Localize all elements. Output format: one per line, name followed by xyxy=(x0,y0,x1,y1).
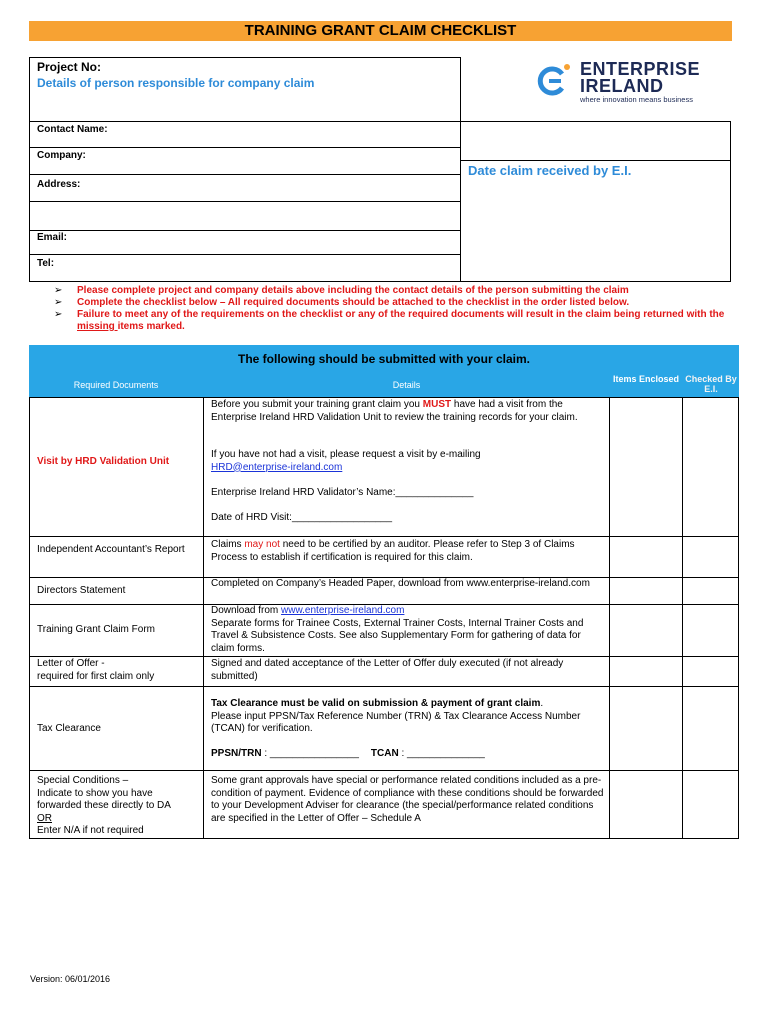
items-enclosed-hrd[interactable] xyxy=(610,398,682,536)
row-directors-label: Directors Statement xyxy=(37,585,126,596)
row-accountant-label: Independent Accountant’s Report xyxy=(37,544,185,555)
row-accountant-may-not: may not xyxy=(244,539,280,550)
logo-name-line1: ENTERPRISE xyxy=(580,59,701,79)
tel-field[interactable] xyxy=(29,254,461,282)
logo-tagline: where innovation means business xyxy=(580,95,693,104)
col-divider xyxy=(203,397,204,839)
row-hrd-p2-text: If you have not had a visit, please request a visit by e-mailing xyxy=(211,449,481,460)
row-hrd-p1 xyxy=(211,399,604,424)
project-no-label: Project No: xyxy=(37,60,102,74)
table-banner: The following should be submitted with your claim. xyxy=(237,352,530,366)
col-header-required: Required Documents xyxy=(73,380,159,390)
row-form-post: Separate forms for Trainee Costs, External Trainer Costs, Internal Trainer Costs and Travel & Subsistence Costs. See also Supplementary Form for gathering of data for claim forms. xyxy=(211,617,584,654)
email-field[interactable] xyxy=(29,230,461,255)
row-hrd-p1-text: Before you submit your training grant claim you xyxy=(211,399,423,410)
row-tax-body: Please input PPSN/Tax Reference Number (TRN) & Tax Clearance Access Number (TCAN) for verification. xyxy=(211,710,581,734)
row-hrd-must: MUST xyxy=(422,399,452,410)
row-divider xyxy=(29,536,739,537)
row-special-label-2: Indicate to show you have forwarded these directly to DA xyxy=(37,787,171,811)
address-divider xyxy=(29,201,461,202)
logo-mark-icon xyxy=(536,62,572,98)
bullet-2: Complete the checklist below – All required documents should be attached to the checklist in the order listed below. xyxy=(77,297,630,308)
row-hrd-p2 xyxy=(211,449,604,474)
row-hrd-p3: Enterprise Ireland HRD Validator’s Name:______________ xyxy=(211,487,474,498)
row-form-pre: Download from xyxy=(211,605,282,616)
page-title: TRAINING GRANT CLAIM CHECKLIST xyxy=(29,21,732,41)
company-label: Company: xyxy=(37,150,86,161)
bullet-3 xyxy=(77,309,737,333)
row-accountant-post: need to be certified by an auditor. Please refer to Step 3 of Claims Process to establish if certification is required for this claim. xyxy=(211,539,575,563)
bullet-arrow-icon: ➢ xyxy=(54,309,63,320)
col-header-checked: Checked By E.I. xyxy=(685,374,737,394)
email-label: Email: xyxy=(37,232,68,243)
row-special-label-3: Enter N/A if not required xyxy=(37,825,144,836)
row-offer-text: Signed and dated acceptance of the Letter of Offer duly executed (if not already submitted) xyxy=(211,658,564,682)
row-offer-label-2: required for first claim only xyxy=(37,670,155,682)
bullet-1: Please complete project and company details above including the contact details of the person submitting the claim xyxy=(77,285,629,296)
row-hrd-p4: Date of HRD Visit:__________________ xyxy=(211,512,393,523)
details-heading: Details of person responsible for company claim xyxy=(37,76,315,90)
contact-name-label: Contact Name: xyxy=(37,124,108,135)
bullet-3-missing: missing xyxy=(77,321,118,332)
row-accountant-pre: Claims xyxy=(211,539,245,550)
row-tax-ids xyxy=(211,748,604,761)
row-hrd-p1-end: have had a visit from the Enterprise Ireland HRD Validation Unit to review the training records for your claim. xyxy=(211,399,578,423)
row-tax-dot: . xyxy=(540,698,544,709)
tcan-field[interactable]: : ______________ xyxy=(398,748,485,759)
bullet-3-text: Failure to meet any of the requirements on the checklist or any of the required documents will result in the claim being returned with the xyxy=(77,309,725,320)
row-tax-text xyxy=(211,698,604,736)
tcan-label: TCAN xyxy=(370,748,399,759)
row-hrd-label: Visit by HRD Validation Unit xyxy=(37,456,170,467)
row-accountant-text xyxy=(211,539,604,564)
row-form-text xyxy=(211,605,604,655)
date-received-label: Date claim received by E.I. xyxy=(468,163,632,178)
tel-label: Tel: xyxy=(37,258,55,269)
col-header-details: Details xyxy=(392,380,421,390)
ei-use-box[interactable] xyxy=(460,121,731,161)
row-directors-text: Completed on Company’s Headed Paper, download from www.enterprise-ireland.com xyxy=(211,578,590,589)
row-special-label-1: Special Conditions – xyxy=(37,775,129,786)
row-special-text: Some grant approvals have special or performance related conditions included as a pre-condition of payment. Evidence of compliance with these conditions should be forwarded to your Development Adviser for clearance (the special/performance related conditions are specified in the Letter of Offer – Schedule A xyxy=(211,775,604,824)
col-header-items: Items Enclosed xyxy=(612,374,680,384)
checked-ei-hrd[interactable] xyxy=(683,398,739,536)
address-label: Address: xyxy=(37,179,81,190)
address-field[interactable] xyxy=(29,174,461,231)
company-field[interactable] xyxy=(29,147,461,175)
row-divider xyxy=(29,656,739,657)
bullet-3-end: items marked. xyxy=(117,321,185,332)
row-offer-label xyxy=(37,658,154,683)
bullet-arrow-icon: ➢ xyxy=(54,285,63,296)
row-special-label xyxy=(37,775,199,838)
row-tax-bold: Tax Clearance must be valid on submission & payment of grant claim xyxy=(211,698,541,709)
row-divider xyxy=(29,686,739,687)
ppsn-label: PPSN/TRN xyxy=(211,748,262,759)
bullet-arrow-icon: ➢ xyxy=(54,297,63,308)
date-received-box[interactable] xyxy=(460,160,731,282)
row-special-or: OR xyxy=(37,812,52,824)
row-form-label: Training Grant Claim Form xyxy=(37,624,155,635)
logo-name-line2: IRELAND xyxy=(580,76,664,96)
form-download-link[interactable]: www.enterprise-ireland.com xyxy=(281,605,405,616)
row-offer-label-1: Letter of Offer - xyxy=(37,658,105,669)
hrd-email-link[interactable]: HRD@enterprise-ireland.com xyxy=(211,461,343,473)
ppsn-field[interactable]: : ________________ xyxy=(261,748,359,759)
row-divider xyxy=(29,770,739,771)
version-footer: Version: 06/01/2016 xyxy=(30,974,111,984)
enterprise-ireland-logo xyxy=(536,59,726,107)
row-divider xyxy=(29,838,739,839)
row-tax-label: Tax Clearance xyxy=(37,723,101,734)
